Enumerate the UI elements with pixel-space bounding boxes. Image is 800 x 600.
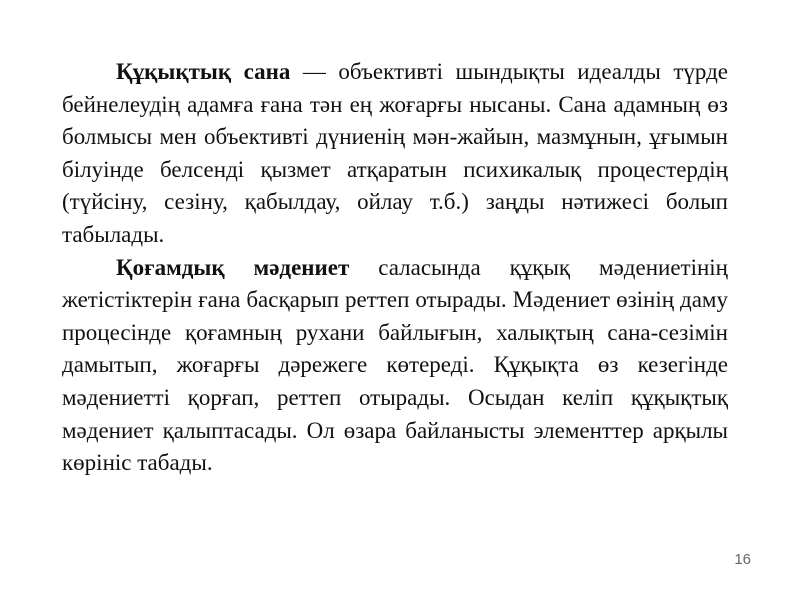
paragraph-social-culture xyxy=(62,252,728,480)
paragraph-legal-consciousness xyxy=(62,56,728,252)
page-number: 16 xyxy=(734,551,751,568)
term-legal-consciousness: Құқықтық сана xyxy=(116,59,291,84)
slide-body xyxy=(62,56,728,480)
paragraph-text: — объективті шындықты идеалды түрде бейнелеудің адамға ғана тән ең жоғарғы нысаны. Сана адамның өз болмысы мен объективті дүниенің мән-жайын, мазмұнын, ұғымын білуінде белсенді қызмет атқаратын психикалық процестердің (түйсіну, сезіну, қабылдау, ойлау т.б.) заңды нәтижесі болып табылады. xyxy=(62,59,728,247)
term-social-culture: Қоғамдық мәдениет xyxy=(116,254,350,280)
paragraph-text: саласында құқық мәдениетінің жетістіктерін ғана басқарып реттеп отырады. Мәдениет өзінің даму процесінде қоғамның рухани байлығын, халықтың сана-сезімін дамытып, жоғарғы дәрежеге көтереді. Құқықта өз кезегінде мәдениетті қорғап, реттеп отырады. Осыдан келіп құқықтық мәдениет қалыптасады. Ол өзара байланысты элементтер арқылы көрініс табады. xyxy=(62,254,728,476)
